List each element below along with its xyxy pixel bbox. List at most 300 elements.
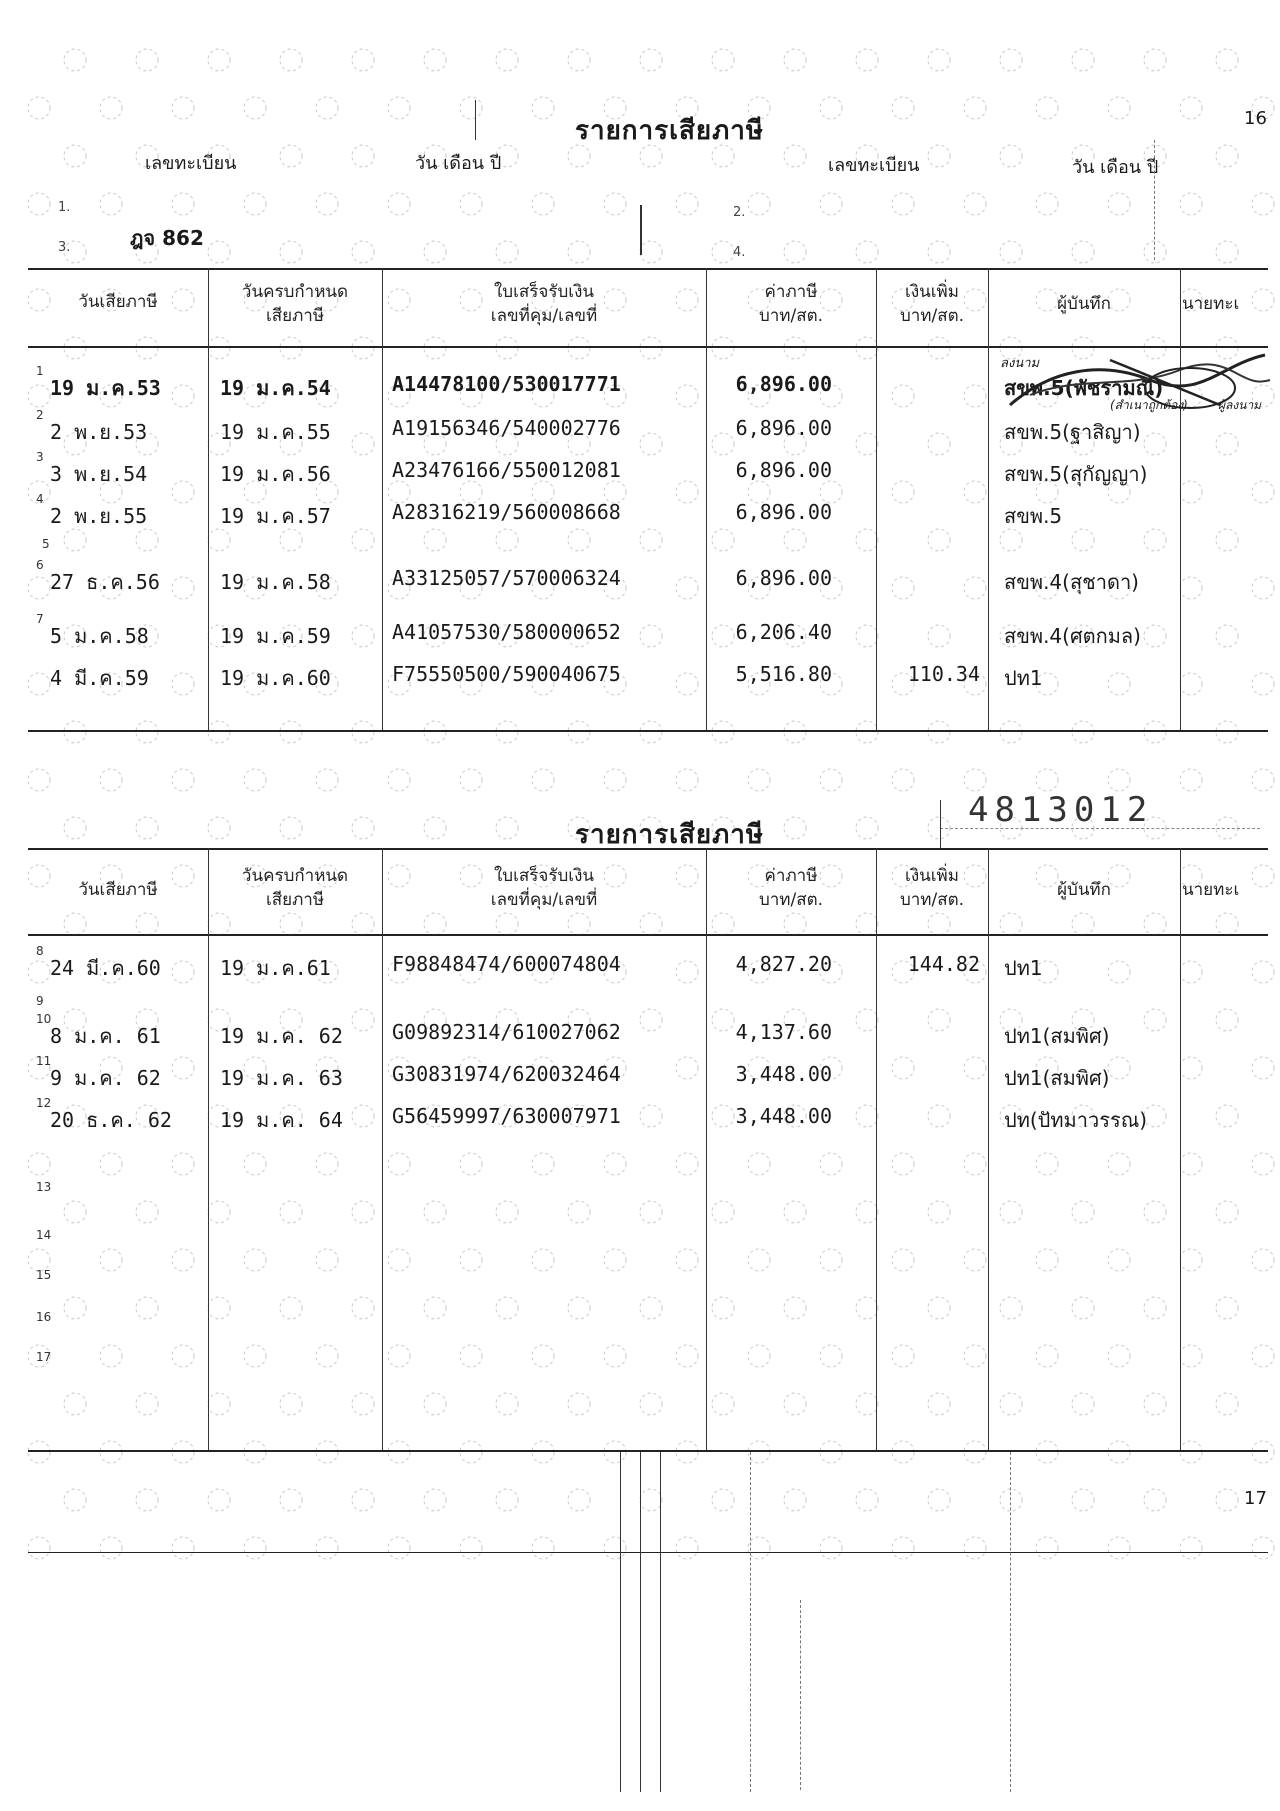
watermark-dot [1180, 961, 1202, 983]
watermark-dot [640, 1297, 662, 1319]
watermark-dot [784, 529, 806, 551]
date-label-left: วัน เดือน ปี [415, 153, 502, 174]
watermark-dot [892, 1057, 914, 1079]
watermark-dot [388, 1249, 410, 1271]
row-number: 2 [36, 408, 44, 422]
cell-recorder: สขพ.4(ศตกมล) [1004, 624, 1141, 648]
watermark-dot [352, 145, 374, 167]
cell-due-date: 19 ม.ค.56 [220, 462, 331, 486]
watermark-dot [64, 529, 86, 551]
watermark-dot [136, 529, 158, 551]
watermark-dot [316, 1153, 338, 1175]
watermark-dot [964, 193, 986, 215]
watermark-dot [1180, 1537, 1202, 1559]
watermark-dot [316, 97, 338, 119]
watermark-dot [424, 817, 446, 839]
cell-due-date: 19 ม.ค.58 [220, 570, 331, 594]
watermark-dot [496, 1201, 518, 1223]
watermark-dot [64, 1489, 86, 1511]
watermark-dot [172, 193, 194, 215]
watermark-dot [136, 337, 158, 359]
watermark-dot [1072, 1297, 1094, 1319]
watermark-dot [1072, 913, 1094, 935]
watermark-dot [856, 337, 878, 359]
watermark-dot [388, 1537, 410, 1559]
watermark-dot [712, 913, 734, 935]
watermark-dot [1000, 1297, 1022, 1319]
watermark-dot [136, 913, 158, 935]
watermark-dot [1216, 49, 1238, 71]
registration-number: ฎจ 862 [130, 226, 204, 250]
t2-header-pay-date: วันเสียภาษี [78, 880, 158, 900]
watermark-dot [100, 1345, 122, 1367]
reg-divider [640, 205, 642, 255]
watermark-dot [352, 913, 374, 935]
watermark-dot [64, 721, 86, 743]
watermark-dot [856, 625, 878, 647]
cell-pay-date: 4 มี.ค.59 [50, 666, 149, 690]
watermark-dot [964, 97, 986, 119]
watermark-dot [1072, 721, 1094, 743]
watermark-dot [640, 913, 662, 935]
cell-tax: 6,896.00 [735, 458, 832, 482]
watermark-dot [1036, 1441, 1058, 1463]
watermark-dot [1144, 49, 1166, 71]
watermark-dot [424, 1393, 446, 1415]
watermark-dot [568, 49, 590, 71]
watermark-dot [676, 1249, 698, 1271]
watermark-dot [892, 1153, 914, 1175]
entry-num-2: 2. [733, 205, 746, 220]
watermark-dot [928, 49, 950, 71]
watermark-dot [496, 529, 518, 551]
scan-line-2 [640, 1452, 641, 1792]
watermark-dot [388, 193, 410, 215]
watermark-dot [1216, 1297, 1238, 1319]
cell-tax: 6,896.00 [735, 372, 832, 396]
watermark-dot [784, 49, 806, 71]
table1-col-line-5 [988, 268, 989, 730]
watermark-dot [640, 1393, 662, 1415]
watermark-dot [28, 1537, 50, 1559]
watermark-dot [892, 385, 914, 407]
watermark-dot [604, 193, 626, 215]
cell-pay-date: 3 พ.ย.54 [50, 462, 148, 486]
watermark-dot [28, 577, 50, 599]
watermark-dot [1000, 49, 1022, 71]
cell-pay-date: 2 พ.ย.55 [50, 504, 148, 528]
table2-top-border [28, 848, 1268, 850]
watermark-dot [1252, 193, 1274, 215]
watermark-dot [424, 1489, 446, 1511]
row-number: 7 [36, 612, 44, 626]
watermark-dot [856, 817, 878, 839]
watermark-dot [424, 337, 446, 359]
watermark-dot [280, 337, 302, 359]
watermark-dot [892, 97, 914, 119]
watermark-dot [1216, 1201, 1238, 1223]
table2-col-line-3 [706, 848, 707, 1450]
cell-pay-date: 27 ธ.ค.56 [50, 570, 160, 594]
cell-due-date: 19 ม.ค.61 [220, 956, 331, 980]
watermark-dot [928, 913, 950, 935]
watermark-dot [1072, 1393, 1094, 1415]
watermark-dot [136, 721, 158, 743]
watermark-dot [1000, 529, 1022, 551]
row-number: 1 [36, 364, 44, 378]
watermark-dot [856, 1105, 878, 1127]
watermark-dot [388, 1441, 410, 1463]
watermark-dot [964, 577, 986, 599]
watermark-dot [388, 97, 410, 119]
watermark-dot [424, 529, 446, 551]
watermark-dot [892, 1537, 914, 1559]
watermark-dot [1108, 97, 1130, 119]
watermark-dot [856, 1489, 878, 1511]
watermark-dot [856, 529, 878, 551]
watermark-dot [640, 49, 662, 71]
watermark-dot [964, 385, 986, 407]
watermark-dot [280, 1393, 302, 1415]
watermark-dot [928, 1393, 950, 1415]
watermark-dot [748, 1345, 770, 1367]
watermark-dot [784, 1201, 806, 1223]
watermark-dot [748, 1537, 770, 1559]
watermark-dot [748, 1441, 770, 1463]
table2-col-line-5 [988, 848, 989, 1450]
cell-tax: 3,448.00 [735, 1104, 832, 1128]
watermark-dot [820, 97, 842, 119]
watermark-dot [856, 49, 878, 71]
watermark-dot [784, 1297, 806, 1319]
t2-header-registrar: นายทะเ [1182, 880, 1240, 900]
watermark-dot [280, 1201, 302, 1223]
watermark-dot [1216, 1393, 1238, 1415]
watermark-dot [208, 1393, 230, 1415]
watermark-dot [928, 529, 950, 551]
cell-receipt: F98848474/600074804 [392, 952, 621, 976]
watermark-dot [928, 1489, 950, 1511]
watermark-dot [316, 769, 338, 791]
watermark-dot [1216, 241, 1238, 263]
cell-tax: 3,448.00 [735, 1062, 832, 1086]
watermark-dot [532, 193, 554, 215]
watermark-dot [892, 769, 914, 791]
watermark-dot [64, 817, 86, 839]
watermark-dot [424, 1297, 446, 1319]
t2-header-receipt: ใบเสร็จรับเงิน เลขที่คุม/เลขที่ [490, 866, 598, 910]
cell-pay-date: 24 มี.ค.60 [50, 956, 161, 980]
cell-due-date: 19 ม.ค. 64 [220, 1108, 343, 1132]
watermark-dot [244, 1441, 266, 1463]
watermark-dot [604, 1153, 626, 1175]
watermark-dot [244, 1537, 266, 1559]
watermark-dot [1180, 769, 1202, 791]
watermark-dot [568, 241, 590, 263]
watermark-dot [460, 193, 482, 215]
watermark-dot [568, 913, 590, 935]
watermark-dot [964, 1153, 986, 1175]
watermark-dot [100, 769, 122, 791]
cell-receipt: A41057530/580000652 [392, 620, 621, 644]
watermark-dot [64, 1201, 86, 1223]
watermark-dot [352, 817, 374, 839]
watermark-dot [316, 1537, 338, 1559]
watermark-dot [280, 145, 302, 167]
scan-line-1 [620, 1452, 621, 1792]
watermark-dot [1252, 961, 1274, 983]
watermark-dot [1036, 1537, 1058, 1559]
watermark-dot [1036, 1153, 1058, 1175]
cell-recorder: ปท1 [1004, 956, 1043, 980]
watermark-dot [1144, 1393, 1166, 1415]
watermark-dot [172, 1345, 194, 1367]
watermark-dot [460, 1345, 482, 1367]
section2-stamp-code: 4813012 [968, 790, 1154, 830]
watermark-dot [136, 1297, 158, 1319]
watermark-dot [784, 817, 806, 839]
watermark-dot [604, 1249, 626, 1271]
watermark-dot [424, 241, 446, 263]
cell-pay-date: 19 ม.ค.53 [50, 376, 161, 400]
t1-header-registrar: นายทะเ [1182, 294, 1240, 314]
watermark-dot [352, 1393, 374, 1415]
watermark-dot [208, 1201, 230, 1223]
watermark-dot [100, 1153, 122, 1175]
watermark-dot [892, 577, 914, 599]
watermark-dot [1252, 1537, 1274, 1559]
watermark-dot [1144, 1489, 1166, 1511]
watermark-dot [460, 769, 482, 791]
watermark-dot [1108, 1153, 1130, 1175]
watermark-dot [784, 1393, 806, 1415]
table1-col-line-2 [382, 268, 383, 730]
watermark-dot [712, 1297, 734, 1319]
watermark-dot [1000, 1201, 1022, 1223]
watermark-dot [280, 529, 302, 551]
row-number: 6 [36, 558, 44, 572]
watermark-dot [532, 1153, 554, 1175]
signature-line-3: ผู้ลงนาม [1218, 398, 1262, 412]
watermark-dot [532, 1441, 554, 1463]
watermark-dot [1180, 1441, 1202, 1463]
cell-recorder: สขพ.5(สุกัญญา) [1004, 462, 1148, 486]
watermark-dot [208, 529, 230, 551]
watermark-dot [244, 1345, 266, 1367]
watermark-dot [892, 193, 914, 215]
table2-bottom-border [28, 1450, 1268, 1452]
watermark-dot [496, 241, 518, 263]
watermark-dot [1180, 673, 1202, 695]
watermark-dot [892, 1345, 914, 1367]
watermark-dot [280, 241, 302, 263]
watermark-dot [712, 1489, 734, 1511]
scan-line-3 [660, 1452, 661, 1792]
watermark-dot [964, 1345, 986, 1367]
watermark-dot [496, 1489, 518, 1511]
watermark-dot [1108, 769, 1130, 791]
watermark-dot [28, 1441, 50, 1463]
row-number: 4 [36, 492, 44, 506]
watermark-dot [460, 1153, 482, 1175]
watermark-dot [352, 1201, 374, 1223]
entry-num-4: 4. [733, 245, 746, 260]
watermark-dot [208, 817, 230, 839]
cell-receipt: A28316219/560008668 [392, 500, 621, 524]
watermark-dot [748, 769, 770, 791]
watermark-dot [1144, 913, 1166, 935]
watermark-dot [496, 337, 518, 359]
cell-tax: 4,137.60 [735, 1020, 832, 1044]
watermark-dot [1072, 1201, 1094, 1223]
reg-label-left: เลขทะเบียน [145, 153, 237, 174]
watermark-dot [604, 769, 626, 791]
watermark-dot [604, 1345, 626, 1367]
table1-top-border [28, 268, 1268, 270]
watermark-dot [352, 529, 374, 551]
watermark-dot [1000, 145, 1022, 167]
t1-header-due-date: วันครบกำหนด เสียภาษี [241, 282, 349, 326]
row-number: 12 [36, 1096, 52, 1110]
watermark-dot [172, 1249, 194, 1271]
cell-pay-date: 8 ม.ค. 61 [50, 1024, 161, 1048]
watermark-dot [1144, 529, 1166, 551]
watermark-dot [460, 1441, 482, 1463]
watermark-dot [1216, 1009, 1238, 1031]
watermark-dot [316, 1345, 338, 1367]
watermark-dot [856, 913, 878, 935]
watermark-dot [1072, 529, 1094, 551]
scan-line-6 [1010, 1452, 1011, 1792]
watermark-dot [496, 817, 518, 839]
watermark-dot [1180, 97, 1202, 119]
watermark-dot [1252, 1153, 1274, 1175]
watermark-dot [676, 1441, 698, 1463]
watermark-dot [1108, 1441, 1130, 1463]
cell-due-date: 19 ม.ค.57 [220, 504, 331, 528]
watermark-dot [244, 97, 266, 119]
cell-tax: 6,206.40 [735, 620, 832, 644]
t1-header-receipt: ใบเสร็จรับเงิน เลขที่คุม/เลขที่ [490, 282, 598, 326]
watermark-dot [1252, 1345, 1274, 1367]
watermark-dot [1144, 1201, 1166, 1223]
watermark-dot [496, 49, 518, 71]
watermark-dot [424, 49, 446, 71]
watermark-dot [64, 1297, 86, 1319]
cell-tax: 4,827.20 [735, 952, 832, 976]
watermark-dot [568, 337, 590, 359]
watermark-dot [28, 385, 50, 407]
watermark-dot [1216, 529, 1238, 551]
watermark-dot [460, 1249, 482, 1271]
watermark-dot [1108, 1249, 1130, 1271]
watermark-dot [640, 337, 662, 359]
watermark-dot [856, 1009, 878, 1031]
t2-header-due-date: วันครบกำหนด เสียภาษี [241, 866, 349, 910]
watermark-dot [280, 721, 302, 743]
watermark-dot [1252, 1441, 1274, 1463]
watermark-dot [640, 721, 662, 743]
watermark-dot [928, 337, 950, 359]
watermark-dot [568, 1393, 590, 1415]
empty-row-number: 17 [36, 1350, 52, 1364]
cell-due-date: 19 ม.ค.55 [220, 420, 331, 444]
watermark-dot [1180, 481, 1202, 503]
section1-title: รายการเสียภาษี [575, 116, 764, 146]
watermark-dot [1180, 1249, 1202, 1271]
watermark-dot [244, 193, 266, 215]
watermark-dot [856, 433, 878, 455]
t2-header-recorder: ผู้บันทึก [1057, 880, 1111, 900]
watermark-dot [1252, 1057, 1274, 1079]
t2-header-tax: ค่าภาษี บาท/สต. [758, 866, 824, 910]
watermark-dot [172, 1441, 194, 1463]
watermark-dot [964, 1441, 986, 1463]
section2-title: รายการเสียภาษี [575, 820, 764, 850]
watermark-dot [1216, 625, 1238, 647]
watermark-dot [28, 97, 50, 119]
watermark-dot [712, 1201, 734, 1223]
watermark-dot [928, 241, 950, 263]
table2-col-line-1 [208, 848, 209, 1450]
watermark-dot [1108, 193, 1130, 215]
watermark-dot [676, 769, 698, 791]
cell-recorder: สขพ.5(ฐาสิญา) [1004, 420, 1141, 444]
watermark-dot [640, 1201, 662, 1223]
cell-pay-date: 20 ธ.ค. 62 [50, 1108, 172, 1132]
watermark-dot [784, 1489, 806, 1511]
watermark-dot [1216, 913, 1238, 935]
watermark-dot [28, 769, 50, 791]
watermark-dot [568, 1297, 590, 1319]
watermark-dot [352, 241, 374, 263]
watermark-dot [136, 1393, 158, 1415]
row-number: 3 [36, 450, 44, 464]
watermark-dot [712, 529, 734, 551]
cell-pay-date: 9 ม.ค. 62 [50, 1066, 161, 1090]
watermark-dot [100, 1441, 122, 1463]
watermark-dot [676, 1537, 698, 1559]
cell-pay-date: 2 พ.ย.53 [50, 420, 148, 444]
watermark-dot [568, 1489, 590, 1511]
page-number-top: 16 [1244, 108, 1267, 129]
stamp-divider [940, 800, 941, 848]
date-label-right: วัน เดือน ปี [1072, 157, 1159, 178]
reg-divider-right [1154, 140, 1155, 260]
watermark-dot [208, 1489, 230, 1511]
watermark-dot [424, 1201, 446, 1223]
t1-header-surcharge: เงินเพิ่ม บาท/สต. [899, 282, 965, 326]
watermark-dot [784, 337, 806, 359]
entry-num-3: 3. [58, 240, 71, 255]
watermark-dot [784, 241, 806, 263]
watermark-dot [424, 721, 446, 743]
table2-col-line-6 [1180, 848, 1181, 1450]
t1-header-recorder: ผู้บันทึก [1057, 294, 1111, 314]
watermark-dot [892, 481, 914, 503]
empty-row-number: 16 [36, 1310, 52, 1324]
cell-tax: 6,896.00 [735, 566, 832, 590]
reg-label-right: เลขทะเบียน [828, 155, 920, 176]
watermark-dot [748, 193, 770, 215]
cell-due-date: 19 ม.ค. 63 [220, 1066, 343, 1090]
watermark-dot [820, 1345, 842, 1367]
watermark-dot [784, 145, 806, 167]
cell-tax: 5,516.80 [735, 662, 832, 686]
watermark-dot [856, 1297, 878, 1319]
watermark-dot [748, 1153, 770, 1175]
watermark-dot [568, 1201, 590, 1223]
